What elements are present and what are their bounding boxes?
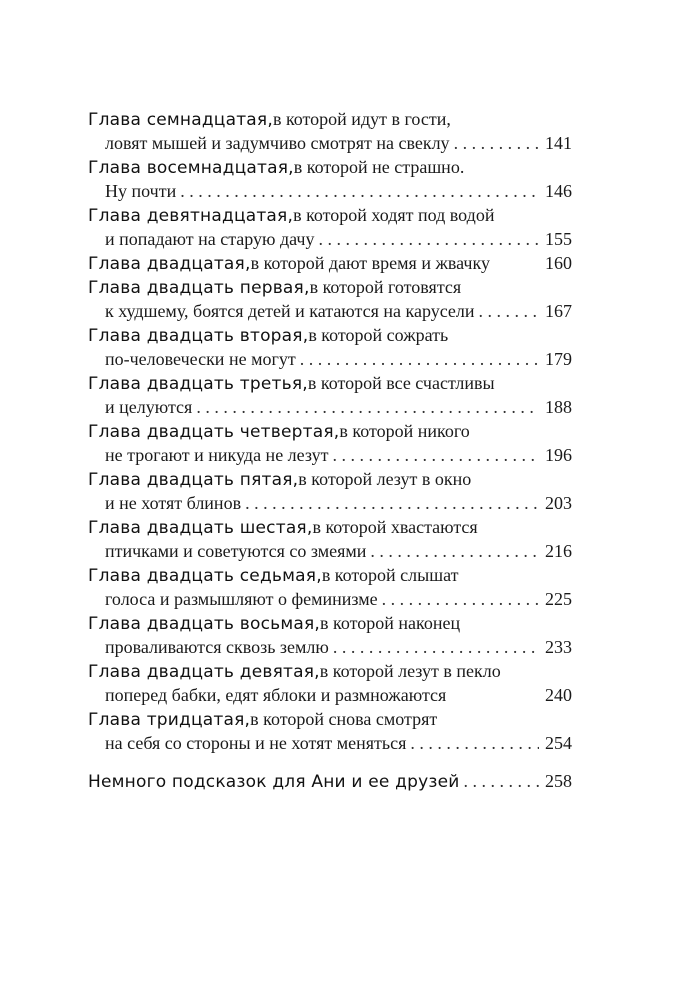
page-number: 203 bbox=[545, 493, 572, 513]
toc-entry-appendix bbox=[88, 769, 572, 793]
toc-entry bbox=[88, 467, 572, 515]
toc-entry bbox=[88, 323, 572, 371]
toc-entry-line bbox=[88, 419, 572, 443]
toc-entry-line bbox=[88, 107, 572, 131]
toc-entry-line bbox=[88, 707, 572, 731]
chapter-title: Глава двадцать третья, bbox=[88, 374, 308, 394]
chapter-description: ловят мышей и задумчиво смотрят на свеклу bbox=[105, 133, 450, 153]
toc-entry-line bbox=[88, 443, 572, 467]
toc-entry-line bbox=[88, 203, 572, 227]
toc-entry bbox=[88, 419, 572, 467]
chapter-title: Глава двадцать четвертая, bbox=[88, 422, 340, 442]
chapter-description: не трогают и никуда не лезут bbox=[105, 445, 329, 465]
chapter-description: по-человечески не могут bbox=[105, 349, 296, 369]
chapter-description: в которой сожрать bbox=[308, 325, 449, 345]
toc-entry bbox=[88, 563, 572, 611]
chapter-description: в которой все счастливы bbox=[307, 373, 495, 393]
chapter-title: Глава двадцать вторая, bbox=[88, 326, 309, 346]
page-number: 254 bbox=[545, 733, 572, 753]
toc-entry bbox=[88, 251, 572, 275]
toc-entry-line bbox=[88, 251, 572, 275]
page-number: 233 bbox=[545, 637, 572, 657]
page-number: 179 bbox=[545, 349, 572, 369]
chapter-description: в которой слышат bbox=[321, 565, 459, 585]
dot-leader bbox=[300, 347, 539, 371]
toc-entry-line bbox=[88, 731, 572, 755]
toc-entry-line bbox=[88, 323, 572, 347]
chapter-title: Глава двадцать пятая, bbox=[88, 470, 299, 490]
toc-entry-line bbox=[88, 659, 572, 683]
dot-leader bbox=[454, 131, 539, 155]
toc-entry-line bbox=[88, 491, 572, 515]
chapter-title: Глава двадцать первая, bbox=[88, 278, 310, 298]
toc-entry bbox=[88, 371, 572, 419]
page-number: 188 bbox=[545, 397, 572, 417]
toc-entry bbox=[88, 707, 572, 755]
toc-entry-line bbox=[88, 131, 572, 155]
chapter-title: Глава двадцать шестая, bbox=[88, 518, 313, 538]
toc-entry bbox=[88, 515, 572, 563]
dot-leader bbox=[382, 587, 539, 611]
chapter-description: и целуются bbox=[105, 397, 193, 417]
toc-entry-line bbox=[88, 371, 572, 395]
chapter-description: Ну почти bbox=[105, 181, 177, 201]
dot-leader bbox=[180, 179, 539, 203]
toc-entry bbox=[88, 275, 572, 323]
toc-entry-line bbox=[88, 539, 572, 563]
chapter-title: Глава тридцатая, bbox=[88, 710, 251, 730]
toc-entry-line bbox=[88, 611, 572, 635]
toc-entry-line bbox=[88, 347, 572, 371]
toc-entry bbox=[88, 611, 572, 659]
chapter-description: к худшему, боятся детей и катаются на карусели bbox=[105, 301, 475, 321]
chapter-description: на себя со стороны и не хотят меняться bbox=[105, 733, 407, 753]
chapter-description: в которой никого bbox=[339, 421, 470, 441]
toc-entry-line bbox=[88, 155, 572, 179]
toc-entry-line bbox=[88, 683, 572, 707]
toc-entry-line bbox=[88, 227, 572, 251]
chapter-description: в которой дают время и жвачку bbox=[250, 253, 490, 273]
dot-leader bbox=[196, 395, 539, 419]
chapter-description: поперед бабки, едят яблоки и размножаются bbox=[105, 685, 447, 705]
dot-leader bbox=[245, 491, 539, 515]
toc-entry-line bbox=[88, 563, 572, 587]
page-number: 196 bbox=[545, 445, 572, 465]
toc-entry-line bbox=[88, 769, 572, 793]
dot-leader bbox=[319, 227, 540, 251]
chapter-description: в которой хвастаются bbox=[312, 517, 478, 537]
page-number: 216 bbox=[545, 541, 572, 561]
toc-entry-line bbox=[88, 275, 572, 299]
chapter-title: Глава двадцать девятая, bbox=[88, 662, 320, 682]
chapter-title: Глава двадцатая, bbox=[88, 254, 251, 274]
chapter-title: Глава двадцать седьмая, bbox=[88, 566, 322, 586]
toc-entry-line bbox=[88, 515, 572, 539]
chapter-description: в которой идут в гости, bbox=[272, 109, 451, 129]
toc-entry-line bbox=[88, 179, 572, 203]
appendix-title: Немного подсказок для Ани и ее друзей bbox=[88, 772, 460, 792]
dot-leader bbox=[410, 731, 539, 755]
page-number: 155 bbox=[545, 229, 572, 249]
chapter-description: в которой снова смотрят bbox=[250, 709, 438, 729]
toc-entry-line bbox=[88, 587, 572, 611]
toc-entry-line bbox=[88, 635, 572, 659]
chapter-description: в которой лезут в пекло bbox=[319, 661, 501, 681]
chapter-description: и попадают на старую дачу bbox=[105, 229, 315, 249]
chapter-description: в которой наконец bbox=[320, 613, 461, 633]
chapter-title: Глава девятнадцатая, bbox=[88, 206, 294, 226]
chapter-description: голоса и размышляют о феминизме bbox=[105, 589, 378, 609]
table-of-contents bbox=[88, 107, 572, 793]
dot-leader bbox=[464, 769, 539, 793]
dot-leader bbox=[370, 539, 539, 563]
toc-entry-line bbox=[88, 299, 572, 323]
chapter-title: Глава двадцать восьмая, bbox=[88, 614, 321, 634]
page-number: 240 bbox=[545, 685, 572, 705]
chapter-description: и не хотят блинов bbox=[105, 493, 242, 513]
chapter-description: в которой ходят под водой bbox=[293, 205, 495, 225]
page-number: 160 bbox=[545, 253, 572, 273]
page-number: 146 bbox=[545, 181, 572, 201]
dot-leader bbox=[333, 635, 539, 659]
chapter-description: в которой готовятся bbox=[309, 277, 462, 297]
chapter-description: проваливаются сквозь землю bbox=[105, 637, 329, 657]
chapter-description: в которой не страшно. bbox=[293, 157, 465, 177]
chapter-description: птичками и советуются со змеями bbox=[105, 541, 367, 561]
page-number: 225 bbox=[545, 589, 572, 609]
page-number: 258 bbox=[545, 771, 572, 791]
toc-entry-line bbox=[88, 395, 572, 419]
chapter-title: Глава семнадцатая, bbox=[88, 110, 273, 130]
toc-entry bbox=[88, 107, 572, 155]
dot-leader bbox=[332, 443, 539, 467]
dot-leader bbox=[479, 299, 539, 323]
chapter-description: в которой лезут в окно bbox=[298, 469, 472, 489]
toc-entry bbox=[88, 203, 572, 251]
toc-entry-line bbox=[88, 467, 572, 491]
page-number: 167 bbox=[545, 301, 572, 321]
chapter-title: Глава восемнадцатая, bbox=[88, 158, 294, 178]
toc-entry bbox=[88, 155, 572, 203]
toc-entry bbox=[88, 659, 572, 707]
page-number: 141 bbox=[545, 133, 572, 153]
